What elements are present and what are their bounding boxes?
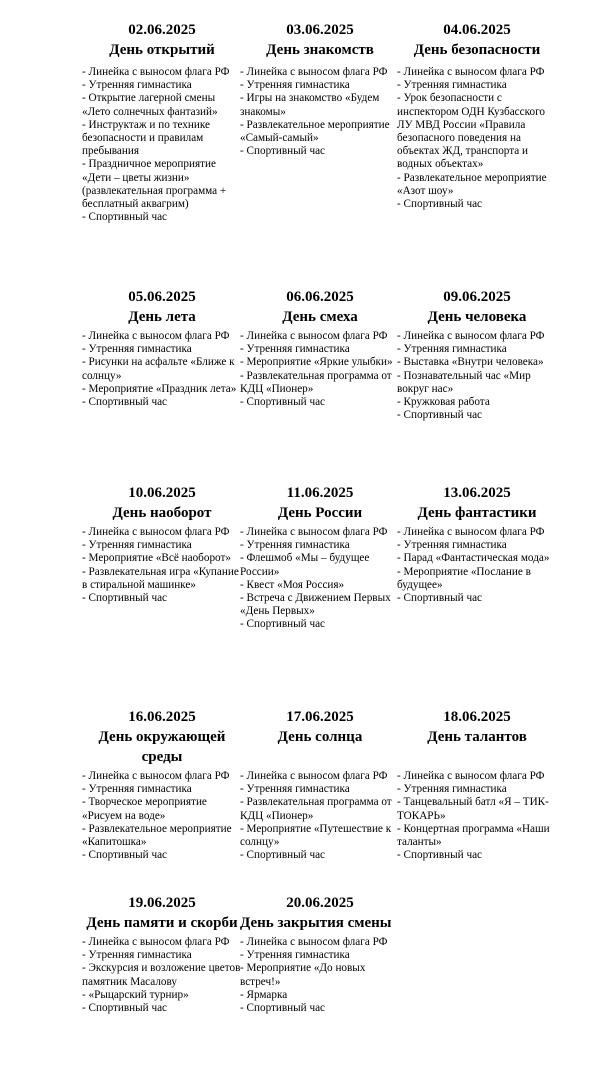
day-date: 20.06.2025: [286, 895, 354, 911]
activity-item: - Линейка с выносом флага РФ: [82, 66, 230, 78]
day-card-1706: [240, 707, 400, 862]
activity-item: - Творческое мероприятие «Рисуем на воде»: [82, 796, 207, 822]
activity-item: - Линейка с выносом флага РФ: [240, 66, 388, 78]
activity-item: - Утренняя гимнастика: [397, 539, 507, 552]
activity-item: - Мероприятие «До новых встреч!»: [240, 962, 366, 988]
activity-item: - Спортивный час: [82, 592, 168, 605]
day-card-0906: [397, 287, 557, 422]
day-card-1806: [397, 707, 557, 862]
activity-item: - Инструктаж и по технике безопасности и правилам пребывания: [82, 118, 210, 158]
day-title: День России: [277, 505, 363, 521]
activity-item: - Встреча с Движением Первых «День Первых»: [240, 592, 391, 618]
activity-item: - Праздничное мероприятие «Дети – цветы жизни» (развлекательная программа + бесплатный аквагрим): [82, 158, 227, 211]
activity-item: - Спортивный час: [397, 849, 483, 862]
day-title: День лета: [128, 309, 196, 325]
activity-item: - Рисунки на асфальте «Ближе к солнцу»: [82, 356, 235, 382]
activity-item: - Спортивный час: [397, 592, 483, 605]
activity-item: - Мероприятие «Послание в будущее»: [397, 565, 531, 591]
activity-list: [82, 526, 242, 605]
activity-item: - Кружковая работа: [397, 396, 490, 409]
day-title: День знакомств: [266, 42, 374, 58]
activity-item: - Мероприятие «Яркие улыбки»: [240, 356, 393, 369]
activity-item: - Утренняя гимнастика: [240, 539, 350, 552]
day-date: 18.06.2025: [443, 709, 511, 725]
day-title: День наоборот: [112, 505, 212, 521]
day-date: 16.06.2025: [128, 709, 196, 725]
day-card-0306: [240, 20, 400, 158]
activity-item: - Утренняя гимнастика: [397, 343, 507, 356]
day-date: 09.06.2025: [443, 289, 511, 305]
activity-item: - Линейка с выносом флага РФ: [240, 770, 388, 782]
activity-item: - Спортивный час: [82, 849, 168, 862]
activity-item: - Экскурсия и возложение цветов памятник Масалову: [82, 962, 241, 988]
day-date: 10.06.2025: [128, 485, 196, 501]
activity-item: - Спортивный час: [240, 1002, 326, 1015]
day-date: 02.06.2025: [128, 22, 196, 38]
activity-item: - Открытие лагерной смены «Лето солнечных фантазий»: [82, 92, 218, 118]
activity-item: - Линейка с выносом флага РФ: [240, 526, 388, 538]
activity-item: - Утренняя гимнастика: [82, 79, 192, 92]
activity-item: - Утренняя гимнастика: [82, 343, 192, 356]
activity-item: - Утренняя гимнастика: [397, 783, 507, 796]
day-date: 13.06.2025: [443, 485, 511, 501]
activity-item: - Мероприятие «Всё наоборот»: [82, 552, 231, 565]
activity-list: [82, 936, 242, 1015]
activity-list: [82, 770, 242, 862]
activity-item: - Квест «Моя Россия»: [240, 578, 345, 591]
activity-item: - Линейка с выносом флага РФ: [240, 936, 388, 948]
activity-item: - Парад «Фантастическая мода»: [397, 552, 550, 565]
activity-item: - Урок безопасности с инспектором ОДН Кузбасского ЛУ МВД России «Правила безопасного поведения на объектах ЖД, транспорта и водных объектах»: [397, 92, 545, 171]
activity-list: [240, 770, 400, 862]
activity-item: - Мероприятие «Праздник лета»: [82, 382, 237, 395]
day-title: День закрытия смены: [240, 915, 392, 931]
day-title: День безопасности: [413, 42, 541, 58]
day-title: День солнца: [277, 729, 363, 745]
activity-item: - Выставка «Внутри человека»: [397, 356, 544, 369]
activity-item: - Развлекательное мероприятие «Азот шоу»: [397, 171, 547, 197]
day-card-2006: [240, 893, 400, 1015]
day-title: День фантастики: [417, 505, 537, 521]
day-title: День окружающей среды: [98, 729, 226, 765]
activity-list: [240, 330, 400, 409]
activity-item: - «Рыцарский турнир»: [82, 988, 189, 1001]
day-date: 05.06.2025: [128, 289, 196, 305]
day-title: День талантов: [427, 729, 527, 745]
activity-item: - Утренняя гимнастика: [240, 343, 350, 356]
activity-item: - Спортивный час: [82, 211, 168, 224]
activity-list: [397, 66, 557, 211]
activity-item: - Игры на знакомство «Будем знакомы»: [240, 92, 380, 118]
activity-item: - Линейка с выносом флага РФ: [397, 66, 545, 78]
activity-item: - Развлекательная программа от КДЦ «Пионер»: [240, 369, 392, 395]
activity-item: - Утренняя гимнастика: [240, 783, 350, 796]
activity-item: - Ярмарка: [240, 988, 288, 1001]
activity-item: - Спортивный час: [397, 409, 483, 422]
activity-item: - Развлекательное мероприятие «Капитошка»: [82, 822, 232, 849]
activity-list: [240, 526, 400, 632]
activity-item: - Спортивный час: [82, 1002, 168, 1015]
activity-list: [397, 526, 557, 605]
day-card-0206: [82, 20, 242, 224]
activity-item: - Спортивный час: [240, 849, 326, 862]
activity-item: - Утренняя гимнастика: [82, 949, 192, 962]
day-date: 19.06.2025: [128, 895, 196, 911]
day-date: 04.06.2025: [443, 22, 511, 38]
activity-item: - Концертная программа «Наши таланты»: [397, 822, 550, 849]
day-card-1006: [82, 483, 242, 605]
activity-list: [240, 936, 400, 1015]
day-date: 11.06.2025: [286, 485, 354, 501]
activity-item: - Линейка с выносом флага РФ: [82, 936, 230, 948]
activity-item: - Спортивный час: [240, 618, 326, 631]
day-date: 06.06.2025: [286, 289, 354, 305]
activity-item: - Познавательный час «Мир вокруг нас»: [397, 369, 531, 395]
activity-item: - Линейка с выносом флага РФ: [82, 330, 230, 342]
activity-item: - Развлекательная игра «Купание в стиральной машинке»: [82, 565, 239, 591]
activity-list: [397, 330, 557, 422]
day-title: День памяти и скорби: [86, 915, 238, 931]
activity-list: [82, 330, 242, 409]
day-card-0606: [240, 287, 400, 409]
activity-item: - Танцевальный батл «Я – ТИК-ТОКАРЬ»: [397, 796, 549, 822]
activity-item: - Линейка с выносом флага РФ: [397, 526, 545, 538]
activity-item: - Утренняя гимнастика: [82, 539, 192, 552]
activity-item: - Спортивный час: [82, 396, 168, 409]
activity-item: - Утренняя гимнастика: [82, 783, 192, 796]
day-card-1606: [82, 707, 242, 862]
day-title: День смеха: [282, 309, 358, 325]
activity-list: [397, 770, 557, 862]
day-card-0406: [397, 20, 557, 211]
activity-item: - Линейка с выносом флага РФ: [82, 770, 230, 782]
activity-item: - Утренняя гимнастика: [397, 79, 507, 92]
activity-item: - Развлекательная программа от КДЦ «Пионер»: [240, 796, 392, 822]
day-date: 03.06.2025: [286, 22, 354, 38]
activity-item: - Линейка с выносом флага РФ: [82, 526, 230, 538]
activity-item: - Флешмоб «Мы – будущее России»: [240, 552, 370, 578]
activity-item: - Утренняя гимнастика: [240, 79, 350, 92]
activity-item: - Мероприятие «Путешествие к солнцу»: [240, 822, 392, 849]
activity-item: - Спортивный час: [240, 396, 326, 409]
day-card-0506: [82, 287, 242, 409]
activity-item: - Линейка с выносом флага РФ: [397, 330, 545, 342]
activity-item: - Утренняя гимнастика: [240, 949, 350, 962]
activity-item: - Спортивный час: [240, 145, 326, 158]
day-date: 17.06.2025: [286, 709, 354, 725]
activity-item: - Линейка с выносом флага РФ: [240, 330, 388, 342]
activity-item: - Линейка с выносом флага РФ: [397, 770, 545, 782]
activity-list: [82, 66, 242, 224]
day-card-1906: [82, 893, 242, 1015]
day-card-1306: [397, 483, 557, 605]
day-card-1106: [240, 483, 400, 632]
activity-item: - Спортивный час: [397, 198, 483, 211]
day-title: День человека: [427, 309, 527, 325]
activity-item: - Развлекательное мероприятие «Самый-самый»: [240, 118, 390, 145]
day-title: День открытий: [109, 42, 215, 58]
activity-list: [240, 66, 400, 158]
